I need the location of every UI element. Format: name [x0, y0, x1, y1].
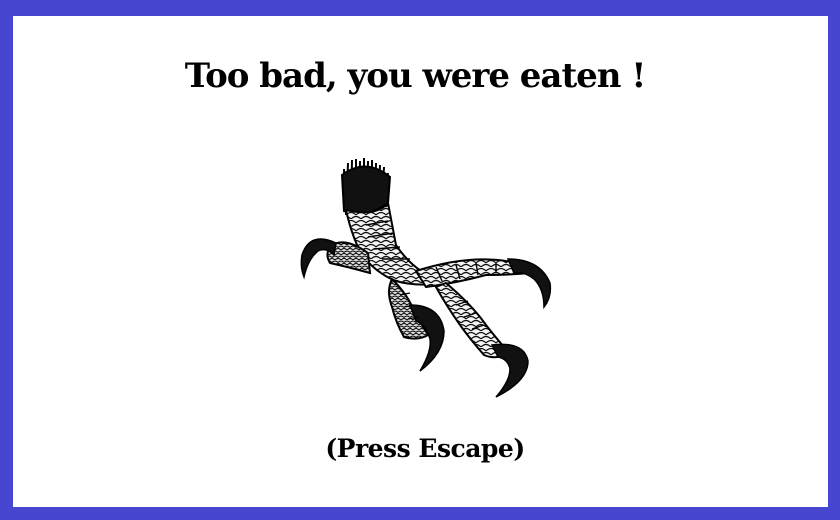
claw-middle-right-talon	[492, 344, 528, 397]
press-escape-hint: (Press Escape)	[325, 434, 525, 463]
bird-claw-image	[296, 155, 556, 401]
game-over-title: Too bad, you were eaten !	[184, 56, 646, 96]
claw-right-talon	[508, 259, 550, 307]
